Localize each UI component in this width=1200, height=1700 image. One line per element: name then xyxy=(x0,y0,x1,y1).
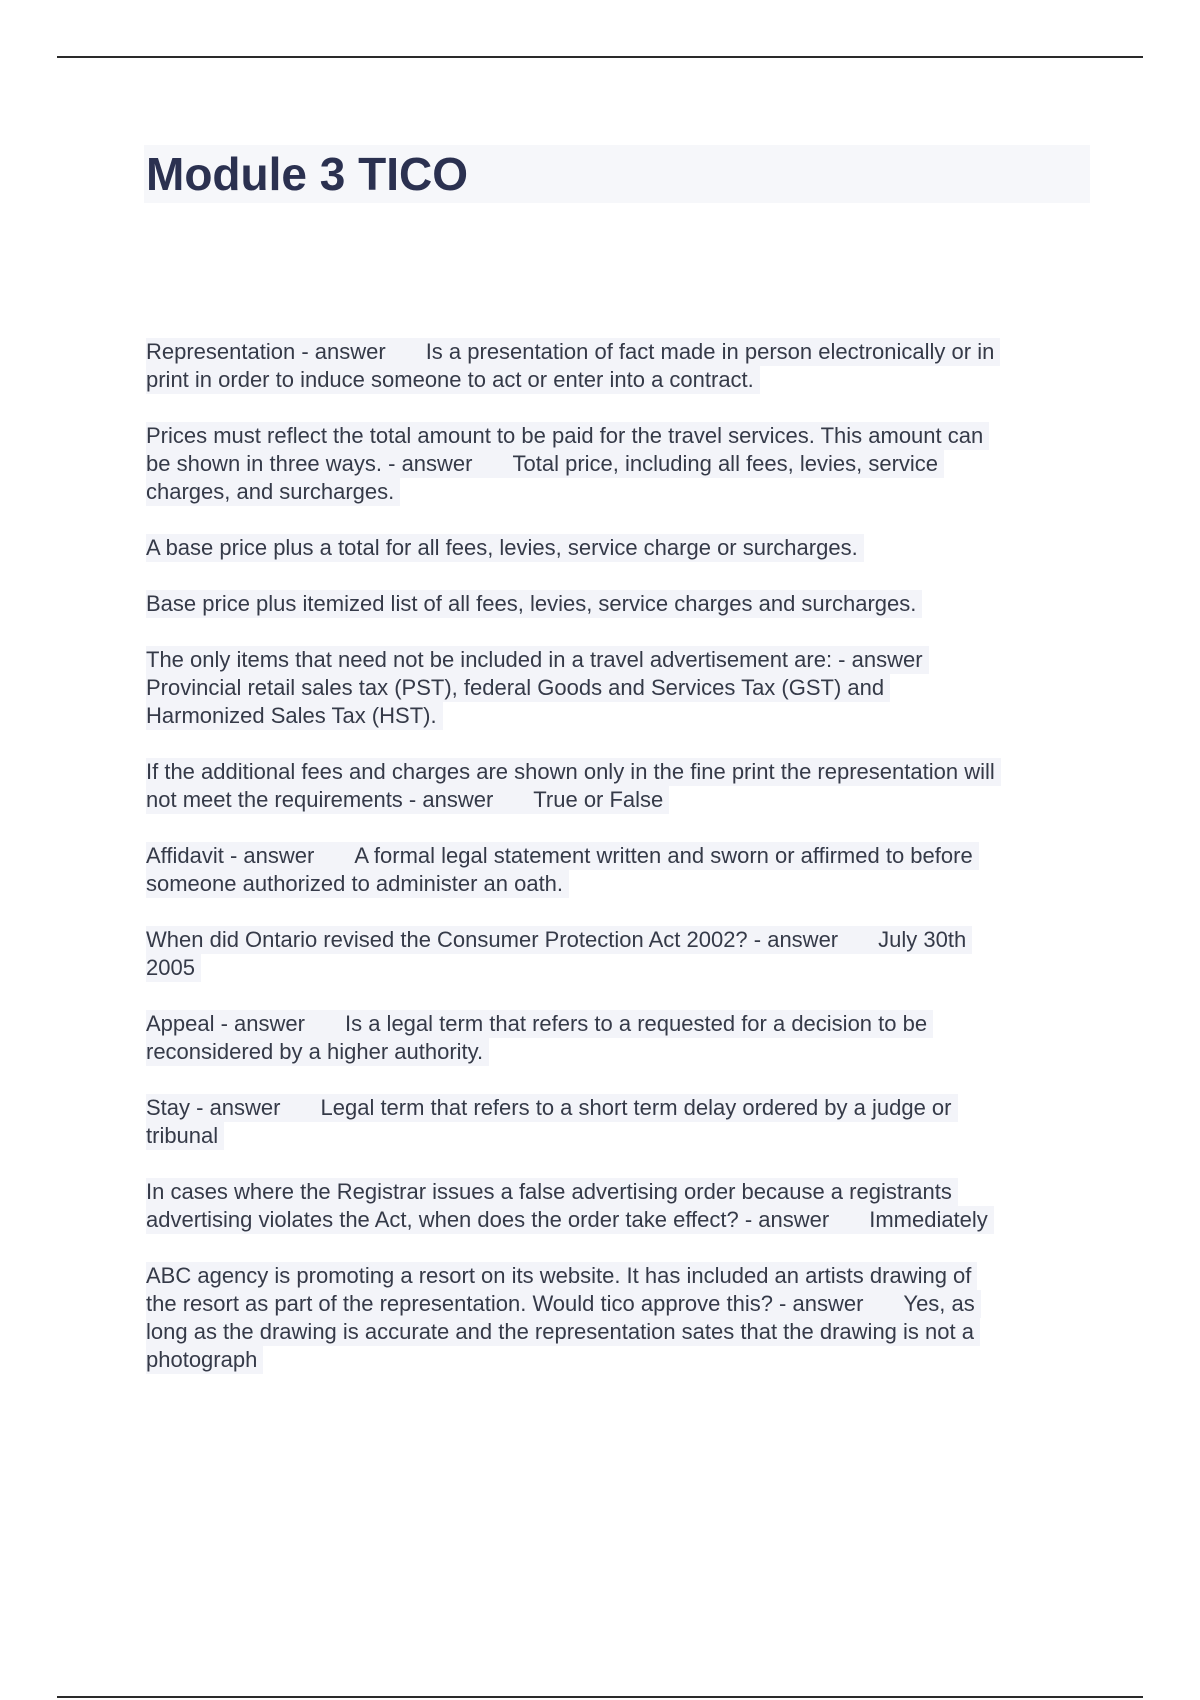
line-text: be shown in three ways. - answer xyxy=(146,451,473,476)
qa-line xyxy=(146,702,443,730)
qa-entry xyxy=(146,646,1086,730)
qa-entry xyxy=(146,842,1086,898)
line-text: ABC agency is promoting a resort on its website. It has included an artists drawing of xyxy=(146,1263,972,1288)
qa-entry xyxy=(146,1178,1086,1234)
qa-line xyxy=(146,1346,263,1374)
qa-entry xyxy=(146,1262,1086,1374)
qa-line xyxy=(146,478,400,506)
line-text: The only items that need not be included in a travel advertisement are: - answer xyxy=(146,647,923,672)
line-text: tribunal xyxy=(146,1123,219,1148)
qa-line xyxy=(146,646,929,674)
line-text: Harmonized Sales Tax (HST). xyxy=(146,703,437,728)
line-text: Affidavit - answer xyxy=(146,843,315,868)
line-text: Appeal - answer xyxy=(146,1011,305,1036)
answer-text: Yes, as xyxy=(903,1291,975,1316)
line-text: not meet the requirements - answer xyxy=(146,787,494,812)
qa-line xyxy=(146,1206,994,1234)
qa-line xyxy=(146,1318,980,1346)
qa-line xyxy=(146,1262,977,1290)
line-text: photograph xyxy=(146,1347,258,1372)
qa-line xyxy=(146,450,944,478)
qa-entry xyxy=(146,1010,1086,1066)
qa-line xyxy=(146,786,669,814)
qa-entry xyxy=(146,422,1086,506)
qa-entry xyxy=(146,926,1086,982)
answer-text: Total price, including all fees, levies, service xyxy=(512,451,939,476)
line-text: reconsidered by a higher authority. xyxy=(146,1039,484,1064)
answer-text: A formal legal statement written and sworn or affirmed to before xyxy=(354,843,973,868)
qa-line xyxy=(146,590,922,618)
top-rule xyxy=(57,56,1143,58)
line-text: Prices must reflect the total amount to be paid for the travel services. This amount can xyxy=(146,423,984,448)
qa-line xyxy=(146,338,1000,366)
answer-text: True or False xyxy=(533,787,664,812)
line-text: If the additional fees and charges are shown only in the fine print the representation will xyxy=(146,759,995,784)
bottom-rule xyxy=(57,1696,1143,1698)
qa-entry xyxy=(146,590,1086,618)
qa-line xyxy=(146,366,760,394)
line-text: someone authorized to administer an oath. xyxy=(146,871,564,896)
line-text: Representation - answer xyxy=(146,339,386,364)
qa-line xyxy=(146,842,979,870)
qa-line xyxy=(146,1178,958,1206)
qa-entry xyxy=(146,534,1086,562)
line-text: When did Ontario revised the Consumer Protection Act 2002? - answer xyxy=(146,927,839,952)
qa-line xyxy=(146,1122,224,1150)
line-text: 2005 xyxy=(146,955,195,980)
qa-entry xyxy=(146,758,1086,814)
qa-entry xyxy=(146,338,1086,394)
answer-text: Immediately xyxy=(869,1207,988,1232)
document-title: Module 3 TICO xyxy=(146,148,468,200)
qa-entry xyxy=(146,1094,1086,1150)
qa-line xyxy=(146,1290,981,1318)
line-text: Provincial retail sales tax (PST), federal Goods and Services Tax (GST) and xyxy=(146,675,885,700)
answer-text: Is a presentation of fact made in person electronically or in xyxy=(425,339,995,364)
line-text: In cases where the Registrar issues a false advertising order because a registrants xyxy=(146,1179,952,1204)
line-text: A base price plus a total for all fees, levies, service charge or surcharges. xyxy=(146,535,858,560)
qa-line xyxy=(146,926,972,954)
line-text: print in order to induce someone to act or enter into a contract. xyxy=(146,367,754,392)
qa-line xyxy=(146,954,201,982)
line-text: advertising violates the Act, when does the order take effect? - answer xyxy=(146,1207,830,1232)
qa-line xyxy=(146,1010,933,1038)
qa-line xyxy=(146,534,864,562)
line-text: long as the drawing is accurate and the representation sates that the drawing is not a xyxy=(146,1319,974,1344)
answer-text: July 30th xyxy=(878,927,967,952)
line-text: the resort as part of the representation. Would tico approve this? - answer xyxy=(146,1291,864,1316)
qa-line xyxy=(146,758,1001,786)
qa-line xyxy=(146,1094,958,1122)
line-text: Stay - answer xyxy=(146,1095,281,1120)
qa-line xyxy=(146,1038,489,1066)
answer-text: Is a legal term that refers to a requested for a decision to be xyxy=(344,1011,928,1036)
line-text: charges, and surcharges. xyxy=(146,479,395,504)
line-text: Base price plus itemized list of all fees, levies, service charges and surcharges. xyxy=(146,591,917,616)
answer-text: Legal term that refers to a short term delay ordered by a judge or xyxy=(320,1095,952,1120)
qa-list xyxy=(146,338,1086,1402)
qa-line xyxy=(146,674,890,702)
qa-line xyxy=(146,422,989,450)
qa-line xyxy=(146,870,569,898)
